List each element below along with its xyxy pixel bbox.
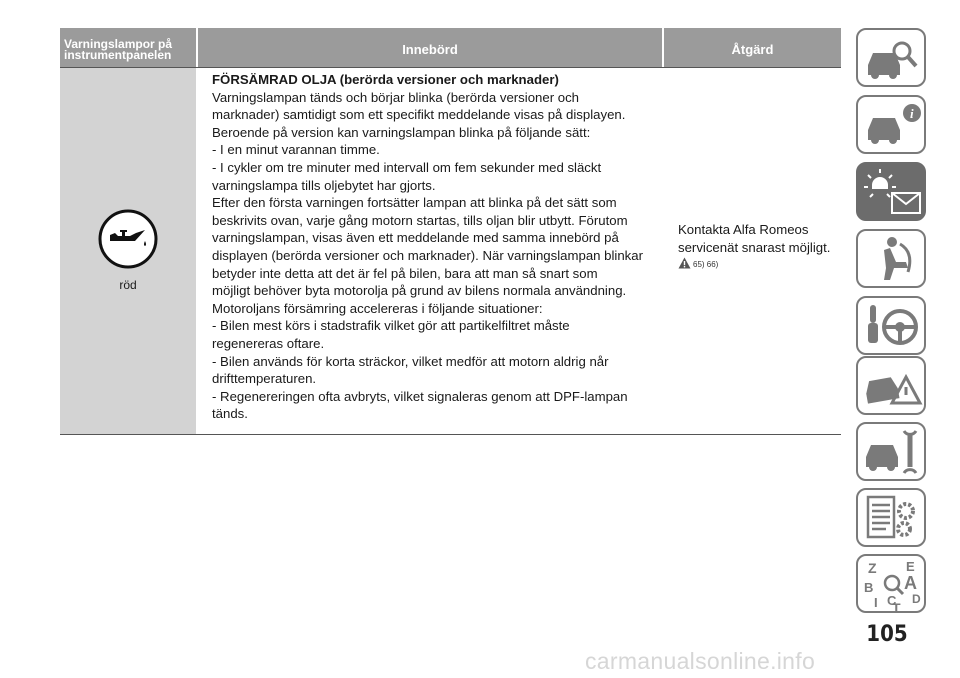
header-warning-lamps-line-2: instrumentpanelen bbox=[64, 47, 172, 62]
meaning-line: Beroende på version kan varningslampan blinka på följande sätt: bbox=[212, 124, 591, 140]
action-line: Kontakta Alfa Romeos bbox=[678, 222, 809, 237]
sidebar-tab-car-search[interactable] bbox=[856, 28, 926, 87]
sidebar-tab-emergency[interactable] bbox=[856, 356, 926, 415]
meaning-line: varningslampa tills oljebytet har gjorts. bbox=[212, 177, 436, 193]
sidebar-tab-warning-lights[interactable] bbox=[856, 162, 926, 221]
car-info-icon bbox=[862, 100, 924, 151]
header-action: Åtgärd bbox=[664, 28, 841, 67]
index-letter-t: T bbox=[892, 600, 901, 614]
meaning-line: - Regenereringen ofta avbryts, vilket signaleras genom att DPF-lampan bbox=[212, 388, 628, 404]
index-letter-e: E bbox=[906, 559, 915, 574]
meaning-line: marknader) samtidigt som ett specifikt meddelande visas på displayen. bbox=[212, 107, 626, 123]
seat-airbag-icon bbox=[862, 234, 924, 285]
meaning-cell bbox=[212, 71, 662, 423]
sidebar-tab-safety[interactable] bbox=[856, 229, 926, 288]
meaning-line: betyder inte detta att det är fel på bilen, bara att man så snart som bbox=[212, 265, 598, 281]
meaning-line: varningslampan, visas även ett meddelande med samma innebörd på bbox=[212, 230, 619, 246]
warning-reference bbox=[678, 257, 718, 269]
meaning-line: - Bilen mest körs i stadstrafik vilket gör att partikelfiltret måste bbox=[212, 318, 570, 334]
sidebar-tab-starting-driving[interactable] bbox=[856, 296, 926, 355]
meaning-line: Varningslampan tänds och börjar blinka (berörda versioner och bbox=[212, 89, 580, 105]
sidebar-tab-maintenance[interactable] bbox=[856, 422, 926, 481]
meaning-line: displayen (berörda versioner och marknader). När varningslampan blinkar bbox=[212, 247, 643, 263]
watermark: carmanualsonline.info bbox=[585, 648, 816, 674]
action-cell bbox=[678, 221, 843, 257]
car-wrench-icon bbox=[862, 427, 924, 478]
meaning-line: - I cykler om tre minuter med intervall om fem sekunder med släckt bbox=[212, 159, 602, 175]
meaning-line: tänds. bbox=[212, 406, 248, 422]
index-letter-b: B bbox=[864, 580, 874, 595]
key-steering-wheel-icon bbox=[862, 301, 924, 352]
meaning-line: Motoroljans försämring accelereras i följande situationer: bbox=[212, 300, 543, 316]
warning-light-message-icon bbox=[862, 167, 924, 218]
action-line: servicenät snarast möjligt. bbox=[678, 239, 831, 255]
meaning-line: regenereras oftare. bbox=[212, 335, 325, 351]
sidebar-tab-technical-data[interactable] bbox=[856, 488, 926, 547]
warning-reference-numbers: 65) 66) bbox=[693, 260, 719, 269]
header-meaning: Innebörd bbox=[198, 28, 662, 67]
car-warning-triangle-icon bbox=[862, 361, 924, 412]
table-bottom-rule bbox=[60, 434, 841, 435]
meaning-line: - Bilen används för korta sträckor, vilket medför att motorn aldrig når bbox=[212, 353, 609, 369]
sidebar-tab-car-info[interactable] bbox=[856, 95, 926, 154]
alphabetical-index-icon bbox=[862, 559, 924, 614]
warning-triangle-icon bbox=[678, 257, 691, 269]
index-letter-z: Z bbox=[868, 560, 877, 576]
index-letter-c: C bbox=[887, 593, 897, 608]
header-warning-lamps-line-1: Varningslampor på bbox=[64, 36, 173, 51]
meaning-title: FÖRSÄMRAD OLJA (berörda versioner och marknader) bbox=[212, 72, 559, 87]
meaning-line: möjligt behöver byta motorolja på grund av bilens normala användning. bbox=[212, 283, 627, 299]
spec-list-gear-icon bbox=[862, 493, 924, 544]
index-letter-d: D bbox=[912, 592, 921, 606]
meaning-line: Efter den första varningen fortsätter lampan att blinka på det sätt som bbox=[212, 195, 617, 211]
index-letter-i: I bbox=[874, 595, 878, 610]
svg-text:i: i bbox=[910, 106, 914, 121]
index-letter-a: A bbox=[904, 573, 917, 593]
lamp-color-label: röd bbox=[119, 278, 137, 292]
sidebar-tab-index[interactable] bbox=[856, 554, 926, 613]
meaning-line: beskrivits ovan, varje gång motorn startas, tills oljan blir utbytt. Förutom bbox=[212, 212, 628, 228]
meaning-line: drifttemperaturen. bbox=[212, 371, 317, 387]
meaning-line: - I en minut varannan timme. bbox=[212, 142, 380, 158]
oil-can-icon bbox=[97, 208, 159, 270]
page-number: 105 bbox=[866, 622, 908, 647]
car-search-icon bbox=[862, 33, 924, 84]
header-warning-lamps bbox=[60, 28, 196, 67]
